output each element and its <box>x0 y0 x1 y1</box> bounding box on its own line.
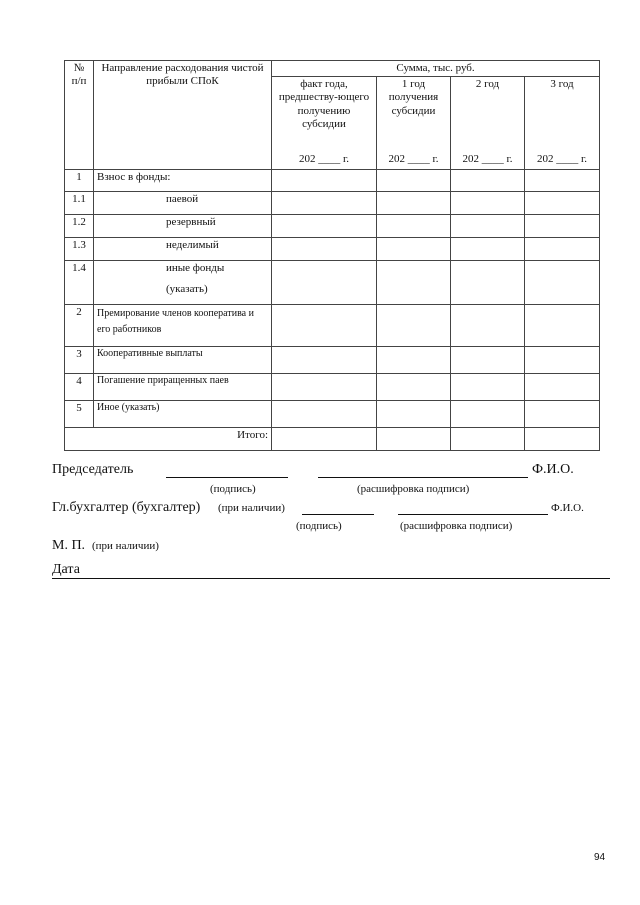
cell-fact[interactable] <box>272 347 377 374</box>
cell-year-3[interactable] <box>525 238 600 261</box>
table-row <box>65 170 600 192</box>
cell-year-1[interactable] <box>377 192 451 215</box>
accountant-label: Гл.бухгалтер (бухгалтер) <box>52 500 201 515</box>
cell-year-3[interactable] <box>525 192 600 215</box>
row-number: 2 <box>65 305 94 347</box>
cell-total-year-3[interactable] <box>525 428 600 451</box>
cell-year-1[interactable] <box>377 401 451 428</box>
cell-year-1[interactable] <box>377 261 451 305</box>
cell-fact[interactable] <box>272 305 377 347</box>
accountant-decode-line[interactable] <box>398 514 548 515</box>
cell-year-1[interactable] <box>377 170 451 192</box>
header-year-3 <box>525 77 600 170</box>
cell-year-3[interactable] <box>525 374 600 401</box>
cell-fact[interactable] <box>272 192 377 215</box>
header-year-2-label: 2 год <box>475 78 500 91</box>
cell-fact[interactable] <box>272 374 377 401</box>
cell-year-1[interactable] <box>377 347 451 374</box>
table-row <box>65 192 600 215</box>
row-number: 3 <box>65 347 94 374</box>
row-label: паевой <box>94 192 272 215</box>
header-year-2-blank: 202 ____ г. <box>462 153 513 165</box>
cell-year-2[interactable] <box>451 305 525 347</box>
cell-year-2[interactable] <box>451 192 525 215</box>
header-direction: Направление расходования чистой прибыли СПоК <box>94 61 272 170</box>
table-row <box>65 215 600 238</box>
header-year-1-label: 1 год получения субсидии <box>388 78 439 117</box>
cell-year-1[interactable] <box>377 238 451 261</box>
cell-fact[interactable] <box>272 238 377 261</box>
header-year-1-blank: 202 ____ г. <box>388 153 439 165</box>
cell-year-3[interactable] <box>525 170 600 192</box>
row-number: 1.1 <box>65 192 94 215</box>
row-number: 1.4 <box>65 261 94 305</box>
cell-year-2[interactable] <box>451 261 525 305</box>
cell-total-year-1[interactable] <box>377 428 451 451</box>
header-sum: Сумма, тыс. руб. <box>272 61 600 77</box>
row-label-main: иные фонды <box>166 262 225 275</box>
row-label: Иное (указать) <box>94 401 272 428</box>
cell-fact[interactable] <box>272 170 377 192</box>
table-row <box>65 347 600 374</box>
chairman-label: Председатель <box>52 462 134 477</box>
cell-year-2[interactable] <box>451 170 525 192</box>
chairman-decode-caption: (расшифровка подписи) <box>357 483 470 495</box>
total-row <box>65 428 600 451</box>
cell-total-year-2[interactable] <box>451 428 525 451</box>
table-row <box>65 401 600 428</box>
cell-year-2[interactable] <box>451 347 525 374</box>
accountant-signature-line[interactable] <box>302 514 374 515</box>
table-row <box>65 238 600 261</box>
cell-fact[interactable] <box>272 215 377 238</box>
cell-year-3[interactable] <box>525 305 600 347</box>
row-label: Погашение приращенных паев <box>94 374 272 401</box>
row-number: 4 <box>65 374 94 401</box>
row-label: резервный <box>94 215 272 238</box>
date-label: Дата <box>52 562 80 577</box>
row-label: Кооперативные выплаты <box>94 347 272 374</box>
total-label: Итого: <box>65 428 272 451</box>
header-fact-year-blank: 202 ____ г. <box>298 153 350 165</box>
header-year-3-blank: 202 ____ г. <box>537 153 588 165</box>
accountant-note: (при наличии) <box>218 502 285 514</box>
row-label <box>94 261 272 305</box>
cell-year-1[interactable] <box>377 374 451 401</box>
page-number: 94 <box>594 852 606 863</box>
cell-year-1[interactable] <box>377 305 451 347</box>
row-label-note: (указать) <box>166 283 208 296</box>
cell-year-2[interactable] <box>451 374 525 401</box>
header-year-3-label: 3 год <box>550 78 574 91</box>
cell-year-2[interactable] <box>451 215 525 238</box>
row-label: неделимый <box>94 238 272 261</box>
table-row <box>65 374 600 401</box>
stamp-note: (при наличии) <box>92 540 159 552</box>
row-number: 5 <box>65 401 94 428</box>
row-number: 1 <box>65 170 94 192</box>
cell-year-3[interactable] <box>525 401 600 428</box>
header-year-1 <box>377 77 451 170</box>
table-row <box>65 305 600 347</box>
row-label: Взнос в фонды: <box>94 170 272 192</box>
cell-fact[interactable] <box>272 261 377 305</box>
cell-year-3[interactable] <box>525 215 600 238</box>
accountant-sign-caption: (подпись) <box>296 520 342 532</box>
cell-year-2[interactable] <box>451 238 525 261</box>
cell-year-1[interactable] <box>377 215 451 238</box>
date-line[interactable] <box>52 578 610 579</box>
accountant-decode-caption: (расшифровка подписи) <box>400 520 513 532</box>
row-number: 1.3 <box>65 238 94 261</box>
chairman-sign-caption: (подпись) <box>210 483 256 495</box>
cell-year-3[interactable] <box>525 261 600 305</box>
cell-total-fact[interactable] <box>272 428 377 451</box>
header-fact-year <box>272 77 377 170</box>
header-fact-label: факт года, предшеству-ющего получению субсидии <box>278 78 370 130</box>
chairman-fio: Ф.И.О. <box>532 462 574 477</box>
row-label: Премирование членов кооператива и его работников <box>94 305 272 347</box>
header-number: № п/п <box>65 61 94 170</box>
profit-distribution-table <box>64 60 600 451</box>
chairman-signature-line[interactable] <box>166 477 288 478</box>
row-number: 1.2 <box>65 215 94 238</box>
stamp-label: М. П. <box>52 538 86 553</box>
cell-year-3[interactable] <box>525 347 600 374</box>
cell-year-2[interactable] <box>451 401 525 428</box>
header-year-2 <box>451 77 525 170</box>
table-row <box>65 261 600 305</box>
accountant-fio: Ф.И.О. <box>551 502 584 514</box>
cell-fact[interactable] <box>272 401 377 428</box>
chairman-decode-line[interactable] <box>318 477 528 478</box>
